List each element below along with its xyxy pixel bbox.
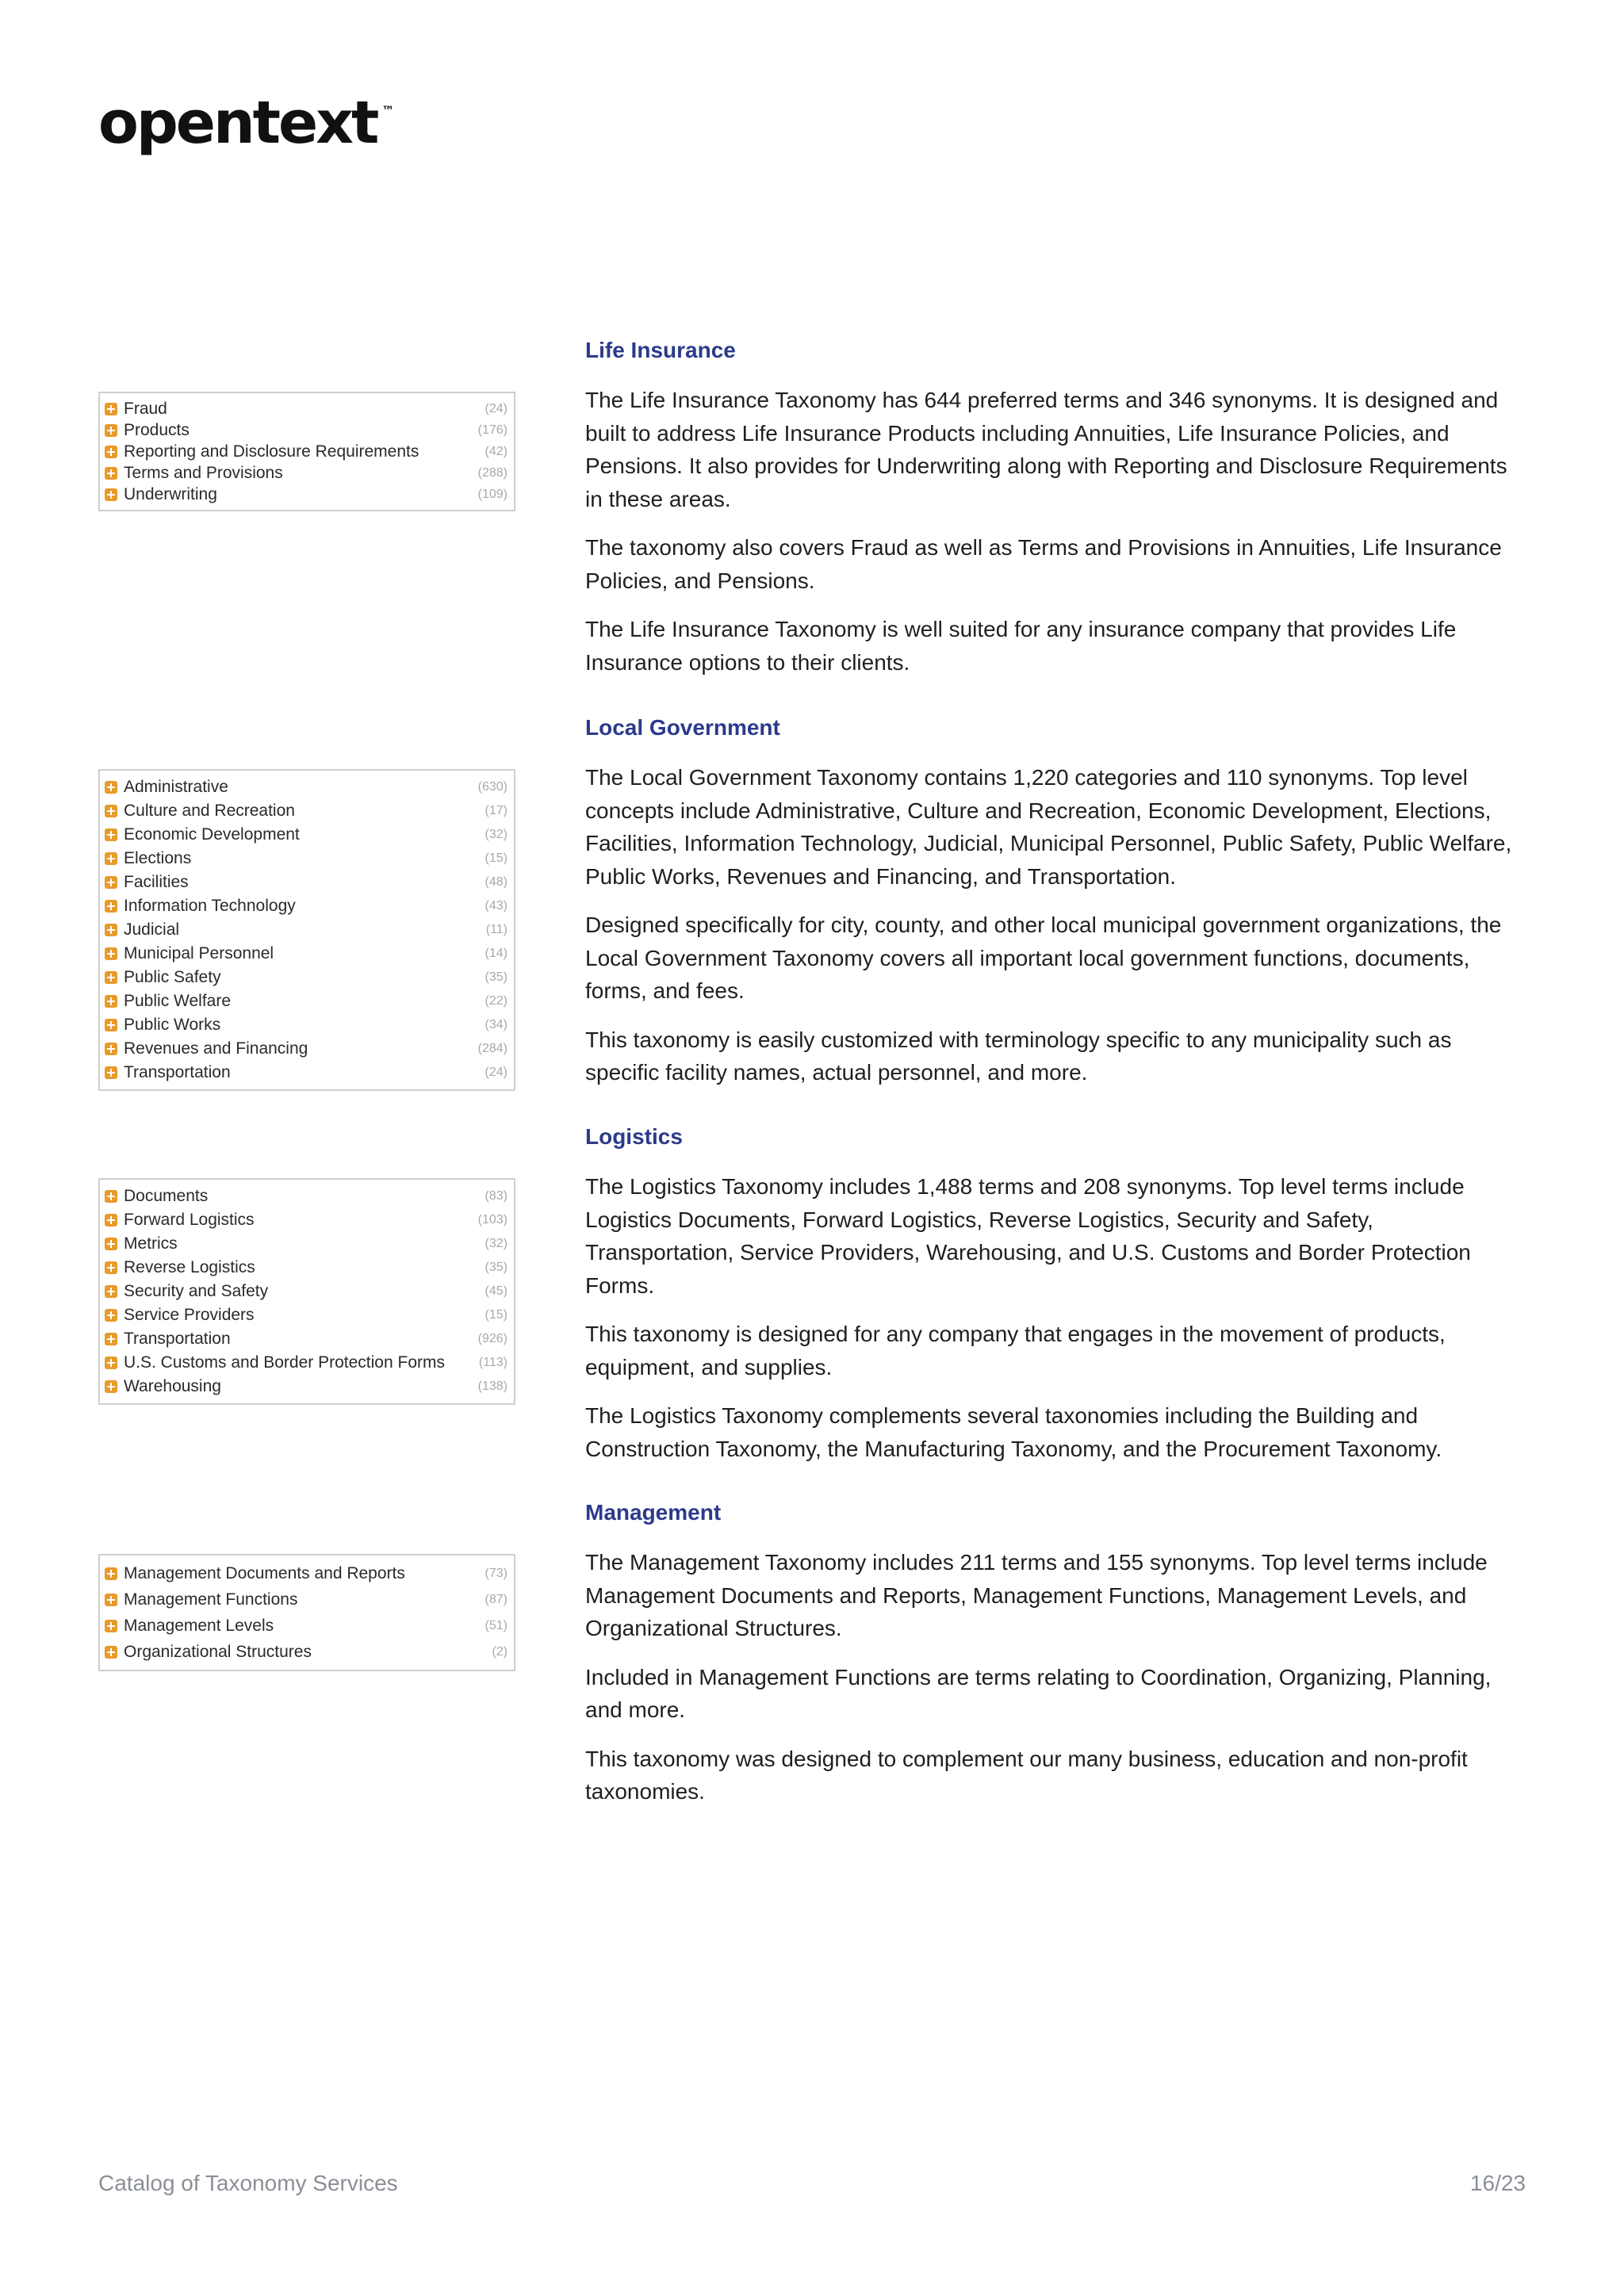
tree-item[interactable] [103,1232,511,1256]
tree-item-label: Products [124,420,190,439]
paragraph: This taxonomy is easily customized with terminology specific to any municipality such as specific facility names, actual personnel, and more. [585,1027,1452,1085]
tree-item-label: Management Levels [124,1616,274,1635]
tree-item[interactable] [103,847,511,871]
tree-item-label: Service Providers [124,1306,255,1324]
tree-item[interactable] [103,1351,511,1375]
section-heading: Local Government [585,715,780,740]
tree-item-count: (630) [477,780,508,794]
tree-item-label: Security and Safety [124,1282,269,1300]
tree-item-count: (2) [492,1644,508,1659]
tree-item-label: Public Welfare [124,992,232,1010]
section-heading: Logistics [585,1124,683,1149]
tree-item-label: Underwriting [124,484,217,503]
tree-item[interactable] [103,918,511,942]
tree-item-count: (176) [477,423,508,437]
tree-item[interactable] [103,1303,511,1327]
tree-item-count: (17) [485,804,508,817]
paragraph: Designed specifically for city, county, and other local municipal government organizations, the Local Government Taxonomy covers all important local government functions, documents, forms, and fees. [585,913,1502,1003]
tree-item-label: Economic Development [124,825,300,844]
page-number: 16/23 [1469,2171,1526,2195]
tree-item-count: (11) [485,923,508,936]
tree-item-label: U.S. Customs and Border Protection Forms [124,1353,445,1372]
tree-item-label: Transportation [124,1330,231,1348]
tree-item-count: (15) [485,851,508,865]
tree-item-label: Facilities [124,873,189,891]
paragraph: The Life Insurance Taxonomy has 644 preferred terms and 346 synonyms. It is designed and built to address Life Insurance Products including Annuities, Life Insurance Policies, and Pensions. It also provides for Underwriting along with Reporting and Disclosure Requirements in these areas. [585,388,1507,511]
tree-item[interactable] [103,1613,511,1639]
tree-item[interactable] [103,1280,511,1303]
tree-item-label: Management Functions [124,1590,298,1609]
expand-plus-icon[interactable] [105,488,117,501]
expand-plus-icon[interactable] [105,781,117,794]
tree-item[interactable] [103,894,511,918]
tree-management [98,1554,515,1671]
tree-item-count: (42) [485,444,508,458]
tree-item[interactable] [103,1327,511,1351]
tree-item[interactable] [103,1256,511,1280]
tree-item-label: Information Technology [124,897,296,915]
tree-item-count: (288) [477,465,508,480]
tree-item-count: (138) [477,1380,508,1393]
tree-item-label: Documents [124,1187,209,1205]
tree-item-count: (83) [485,1189,508,1203]
tree-item[interactable] [103,1184,511,1208]
expand-plus-icon[interactable] [105,805,117,817]
tree-item-count: (103) [477,1213,508,1226]
tree-item-label: Fraud [124,399,167,418]
expand-plus-icon[interactable] [105,446,117,458]
tree-item-count: (48) [485,875,508,889]
tree-item[interactable] [103,942,511,966]
tree-item-count: (109) [477,487,508,501]
tree-item[interactable] [103,799,511,823]
tree-item-count: (284) [477,1042,508,1055]
tree-item-label: Culture and Recreation [124,802,295,820]
expand-plus-icon[interactable] [105,1567,117,1580]
expand-plus-icon[interactable] [105,1620,117,1632]
footer-title: Catalog of Taxonomy Services [98,2171,398,2195]
tree-item-count: (73) [485,1566,508,1580]
expand-plus-icon[interactable] [105,852,117,865]
tree-item-count: (926) [477,1332,508,1345]
tree-item-label: Management Documents and Reports [124,1563,405,1582]
expand-plus-icon[interactable] [105,1238,117,1250]
paragraph: Included in Management Functions are terms relating to Coordination, Organizing, Planning, and more. [585,1664,1492,1722]
expand-plus-icon[interactable] [105,1333,117,1345]
tree-item[interactable] [103,1639,511,1665]
tree-item-label: Transportation [124,1063,231,1081]
tree-item[interactable] [103,989,511,1013]
tree-item-label: Warehousing [124,1377,221,1395]
expand-plus-icon[interactable] [105,1357,117,1369]
paragraph: The Life Insurance Taxonomy is well suited for any insurance company that provides Life Insurance options to their clients. [585,617,1457,675]
tree-item[interactable] [103,398,511,419]
expand-plus-icon[interactable] [105,900,117,913]
tree-local-government [98,769,515,1091]
expand-plus-icon[interactable] [105,424,117,437]
tree-item-label: Terms and Provisions [124,463,283,482]
paragraph: The Management Taxonomy includes 211 terms and 155 synonyms. Top level terms include Management Documents and Reports, Management Functions, Management Levels, and Organizational Structures. [585,1550,1488,1640]
tree-item-label: Administrative [124,778,228,796]
tree-item-label: Organizational Structures [124,1642,312,1661]
tree-item-label: Forward Logistics [124,1211,255,1229]
tree-item[interactable] [103,462,511,484]
section-management [585,1500,1521,1824]
tree-item[interactable] [103,1375,511,1399]
tree-item-count: (45) [485,1284,508,1298]
tree-item-count: (35) [485,970,508,984]
tree-item-count: (24) [485,401,508,415]
expand-plus-icon[interactable] [105,467,117,480]
tree-item[interactable] [103,1037,511,1061]
tree-item-count: (43) [485,899,508,913]
tree-item[interactable] [103,823,511,847]
tree-item-label: Metrics [124,1234,178,1253]
paragraph: This taxonomy was designed to complement our many business, education and non-profit taxonomies. [585,1746,1468,1804]
tree-item[interactable] [103,441,511,462]
expand-plus-icon[interactable] [105,971,117,984]
section-logistics [585,1124,1521,1481]
expand-plus-icon[interactable] [105,1309,117,1322]
tree-item-count: (14) [485,947,508,960]
tree-item-count: (113) [478,1356,508,1369]
tree-item[interactable] [103,1560,511,1586]
tree-item-count: (51) [485,1618,508,1632]
tree-item[interactable] [103,1208,511,1232]
paragraph: The taxonomy also covers Fraud as well as Terms and Provisions in Annuities, Life Insurance Policies, and Pensions. [585,535,1502,593]
expand-plus-icon[interactable] [105,876,117,889]
expand-plus-icon[interactable] [105,1594,117,1606]
expand-plus-icon[interactable] [105,1380,117,1393]
tree-item-count: (32) [485,828,508,841]
tree-item[interactable] [103,871,511,894]
tree-item[interactable] [103,1061,511,1085]
tree-item-label: Municipal Personnel [124,944,274,962]
tree-item-count: (34) [485,1018,508,1031]
expand-plus-icon[interactable] [105,1214,117,1226]
tree-item-label: Reporting and Disclosure Requirements [124,442,419,461]
tree-item[interactable] [103,966,511,989]
tree-item-label: Revenues and Financing [124,1039,308,1058]
tree-item-count: (22) [485,994,508,1008]
tree-item[interactable] [103,1586,511,1613]
paragraph: This taxonomy is designed for any company that engages in the movement of products, equipment, and supplies. [585,1322,1446,1380]
tree-item-label: Public Safety [124,968,221,986]
expand-plus-icon[interactable] [105,995,117,1008]
expand-plus-icon[interactable] [105,1646,117,1659]
expand-plus-icon[interactable] [105,1261,117,1274]
tree-life-insurance [98,392,515,511]
tree-item[interactable] [103,419,511,441]
tree-item-count: (35) [485,1261,508,1274]
tree-item-label: Reverse Logistics [124,1258,255,1276]
expand-plus-icon[interactable] [105,1043,117,1055]
expand-plus-icon[interactable] [105,1285,117,1298]
tree-item-count: (24) [485,1066,508,1079]
tree-item-count: (87) [485,1592,508,1606]
expand-plus-icon[interactable] [105,1066,117,1079]
expand-plus-icon[interactable] [105,1019,117,1031]
paragraph: The Logistics Taxonomy complements several taxonomies including the Building and Construction Taxonomy, the Manufacturing Taxonomy, and the Procurement Taxonomy. [585,1403,1442,1461]
paragraph: The Logistics Taxonomy includes 1,488 terms and 208 synonyms. Top level terms include Logistics Documents, Forward Logistics, Reverse Logistics, Security and Safety, Transportation, Service Providers, Warehousing, and U.S. Customs and Border Protection Forms. [585,1174,1471,1298]
expand-plus-icon[interactable] [105,828,117,841]
expand-plus-icon[interactable] [105,1190,117,1203]
expand-plus-icon[interactable] [105,947,117,960]
section-heading: Management [585,1500,722,1525]
tree-item[interactable] [103,1013,511,1037]
opentext-logo: opentext ™ [98,89,395,157]
section-life-insurance [585,338,1521,695]
tree-item[interactable] [103,775,511,799]
tree-item-count: (15) [485,1308,508,1322]
expand-plus-icon[interactable] [105,924,117,936]
section-local-government [585,715,1521,1105]
tree-item-label: Judicial [124,920,180,939]
paragraph: The Local Government Taxonomy contains 1,220 categories and 110 synonyms. Top level concepts include Administrative, Culture and Recreation, Economic Development, Elections, Facilities, Information Technology, Judicial, Municipal Personnel, Public Safety, Public Welfare, Public Works, Revenues and Financing, and Transportation. [585,765,1512,889]
section-heading: Life Insurance [585,338,736,362]
tree-item-count: (32) [485,1237,508,1250]
tree-item[interactable] [103,484,511,505]
tree-logistics [98,1178,515,1405]
tree-item-label: Public Works [124,1016,221,1034]
expand-plus-icon[interactable] [105,403,117,415]
tree-item-label: Elections [124,849,192,867]
